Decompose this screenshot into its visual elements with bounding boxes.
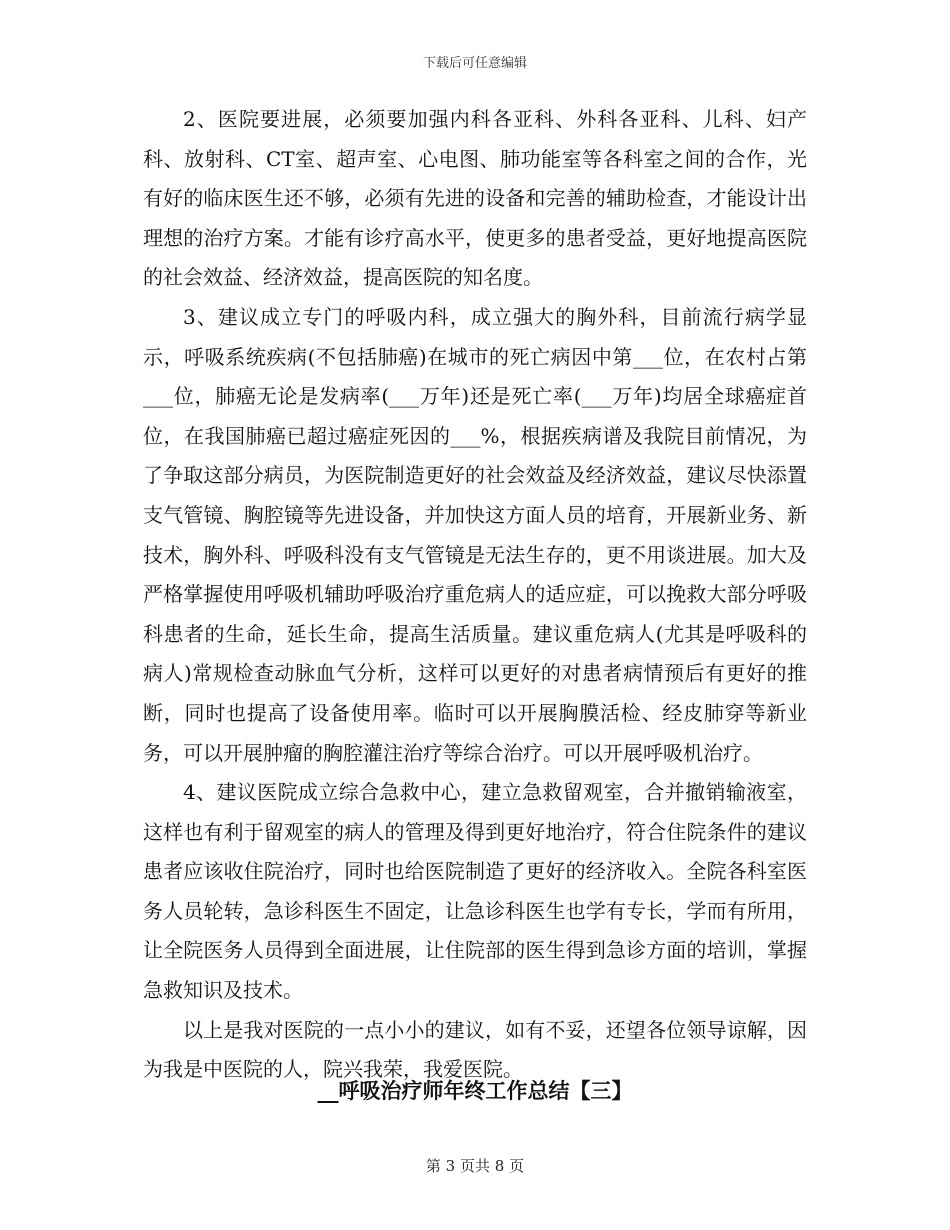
paragraph-suggestion-4: 4、建议医院成立综合急救中心，建立急救留观室，合并撤销输液室，这样也有利于留观室的病人的管理及得到更好地治疗，符合住院条件的建议患者应该收住院治疗，同时也给医院制造了更好的经济收入。全院各科室医务人员轮转，急诊科医生不固定，让急诊科医生也学有专长，学而有所用，让全院医务人员得到全面进展，让住院部的医生得到急诊方面的培训，掌握急救知识及技术。 (143, 780, 807, 1003)
paragraph-suggestion-2: 2、医院要进展，必须要加强内科各亚科、外科各亚科、儿科、妇产科、放射科、CT室、超声室、心电图、肺功能室等各科室之间的合作，光有好的临床医生还不够，必须有先进的设备和完善的辅助检查，才能设计出理想的治疗方案。才能有诊疗高水平，使更多的患者受益，更好地提高医院的社会效益、经济效益，提高医院的知名度。 (143, 107, 807, 290)
paragraph-suggestion-3: 3、建议成立专门的呼吸内科，成立强大的胸外科，目前流行病学显示，呼吸系统疾病(不包括肺癌)在城市的死亡病因中第___位，在农村占第___位，肺癌无论是发病率(___万年)还是死亡率(___万年)均居全球癌症首位，在我国肺癌已超过癌症死因的___%，根据疾病谱及我院目前情况，为了争取这部分病员，为医院制造更好的社会效益及经济效益，建议尽快添置支气管镜、胸腔镜等先进设备，并加快这方面人员的培育，开展新业务、新技术，胸外科、呼吸科没有支气管镜是无法生存的，更不用谈进展。加大及严格掌握使用呼吸机辅助呼吸治疗重危病人的适应症，可以挽救大部分呼吸科患者的生命，延长生命，提高生活质量。建议重危病人(尤其是呼吸科的病人)常规检查动脉血气分析，这样可以更好的对患者病情预后有更好的推断，同时也提高了设备使用率。临时可以开展胸膜活检、经皮肺穿等新业务，可以开展肿瘤的胸腔灌注治疗等综合治疗。可以开展呼吸机治疗。 (143, 304, 807, 765)
paragraph-closing: 以上是我对医院的一点小小的建议，如有不妥，还望各位领导谅解，因为我是中医院的人，院兴我荣，我爱医院。 (143, 1017, 807, 1082)
page-header: 下载后可任意编辑 (422, 56, 527, 71)
section-title: __呼吸治疗师年终工作总结【三】 (317, 1079, 633, 1103)
page-footer: 第 3 页共 8 页 (425, 1157, 525, 1175)
document-body (143, 100, 807, 1090)
